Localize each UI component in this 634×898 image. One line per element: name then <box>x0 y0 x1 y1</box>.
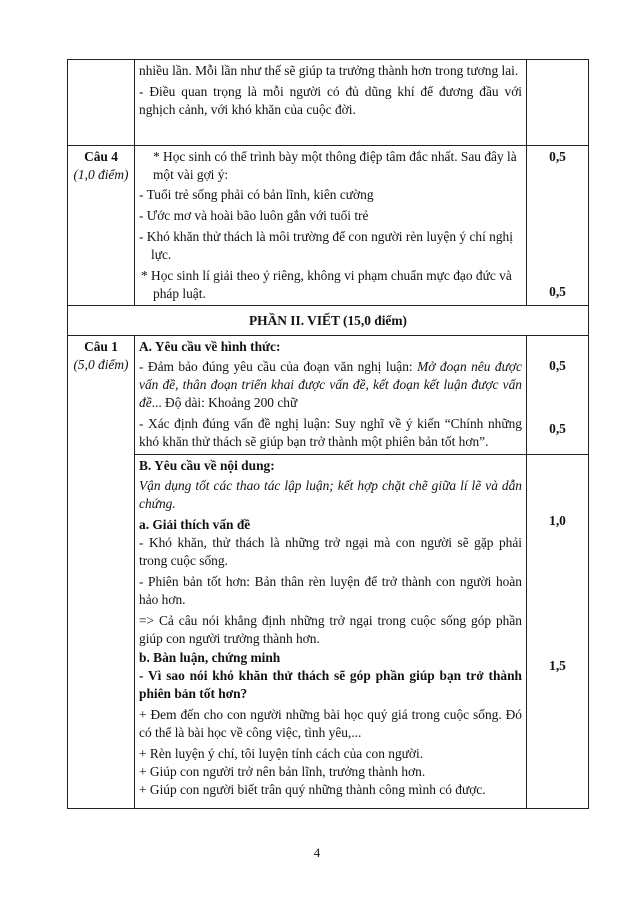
subsection-b-question: - Vì sao nói khó khăn thử thách sẽ góp phần giúp bạn trở thành phiên bản tốt hơn? <box>139 668 522 701</box>
list-item: + Giúp con người trở nên bản lĩnh, trưởng thành hơn. <box>139 764 426 779</box>
list-item: - Khó khăn, thử thách là những trở ngại mà con người sẽ gặp phải trong cuộc sống. <box>139 535 522 568</box>
score-value: 1,0 <box>549 513 566 528</box>
list-item: + Giúp con người biết trân quý những thành công mình có được. <box>139 782 486 797</box>
score-cell <box>527 146 589 306</box>
continuation-cell <box>135 60 527 146</box>
question-points: (1,0 điểm) <box>73 167 129 182</box>
list-item: - Phiên bản tốt hơn: Bản thân rèn luyện để trở thành con người hoàn hảo hơn. <box>139 574 522 607</box>
page-number: 4 <box>313 845 321 860</box>
content-guide: Vận dụng tốt các thao tác lập luận; kết hợp chặt chẽ giữa lí lẽ và dẫn chứng. <box>139 478 522 511</box>
list-item: + Rèn luyện ý chí, tôi luyện tính cách của con người. <box>139 746 424 761</box>
table-row <box>68 146 589 306</box>
score-value: 0,5 <box>549 284 566 299</box>
list-item: + Đem đến cho con người những bài học quý giá trong cuộc sống. Đó có thể là bài học về công việc, tình yêu,... <box>139 707 522 740</box>
content-requirements-cell <box>135 455 527 809</box>
form-item: - Xác định đúng vấn đề nghị luận: Suy nghĩ về ý kiến “Chính những khó khăn thử thách sẽ giúp bạn trở thành một phiên bản tốt hơn”. <box>139 416 522 449</box>
section-title: PHẦN II. VIẾT (15,0 điểm) <box>68 306 589 336</box>
answer-key-table <box>67 59 589 809</box>
list-item: - Tuổi trẻ sống phải có bản lĩnh, kiên cường <box>139 187 374 202</box>
section-row <box>68 306 589 336</box>
continuation-text: nhiều lần. Mỗi lần như thế sẽ giúp ta trưởng thành hơn trong tương lai. <box>139 63 519 78</box>
form-item: - Đảm bảo đúng yêu cầu của đoạn văn nghị luận: Mở đoạn nêu được vấn đề, thân đoạn triển khai được vấn đề, kết đoạn kết luận được vấn đề... Độ dài: Khoảng 200 chữ <box>139 359 522 410</box>
question-label-cell <box>68 146 135 306</box>
question-label-cell <box>68 336 135 809</box>
list-item: - Ước mơ và hoài bão luôn gắn với tuổi trẻ <box>139 208 369 223</box>
table-row <box>68 336 589 455</box>
subsection-a-heading: a. Giải thích vấn đề <box>139 517 251 532</box>
form-heading: A. Yêu cầu về hình thức: <box>139 339 281 354</box>
list-item: - Khó khăn thử thách là môi trường để con người rèn luyện ý chí nghị lực. <box>139 229 513 262</box>
score-cell <box>527 455 589 809</box>
subsection-b-heading: b. Bàn luận, chứng minh <box>139 650 281 665</box>
intro-text: * Học sinh có thể trình bày một thông điệp tâm đắc nhất. Sau đây là một vài gợi ý: <box>153 149 517 182</box>
score-cell <box>527 336 589 455</box>
list-item: => Cả câu nói khẳng định những trở ngại trong cuộc sống góp phần giúp con người trưởng thành hơn. <box>139 613 522 646</box>
score-value: 0,5 <box>549 149 566 164</box>
score-value: 0,5 <box>549 421 566 436</box>
question-content-cell <box>135 146 527 306</box>
table-row <box>68 60 589 146</box>
question-label: Câu 4 <box>84 149 118 164</box>
question-points: (5,0 điểm) <box>73 357 129 372</box>
note-text: * Học sinh lí giải theo ý riêng, không vi phạm chuẩn mực đạo đức và pháp luật. <box>141 268 512 301</box>
continuation-text: - Điều quan trọng là mỗi người có đủ dũng khí để đương đầu với nghịch cảnh, với khó khăn của cuộc đời. <box>139 84 522 117</box>
score-value: 1,5 <box>549 658 566 673</box>
question-label: Câu 1 <box>84 339 118 354</box>
score-value: 0,5 <box>549 358 566 373</box>
table-row <box>68 455 589 809</box>
form-requirements-cell <box>135 336 527 455</box>
content-heading: B. Yêu cầu về nội dung: <box>139 458 275 473</box>
